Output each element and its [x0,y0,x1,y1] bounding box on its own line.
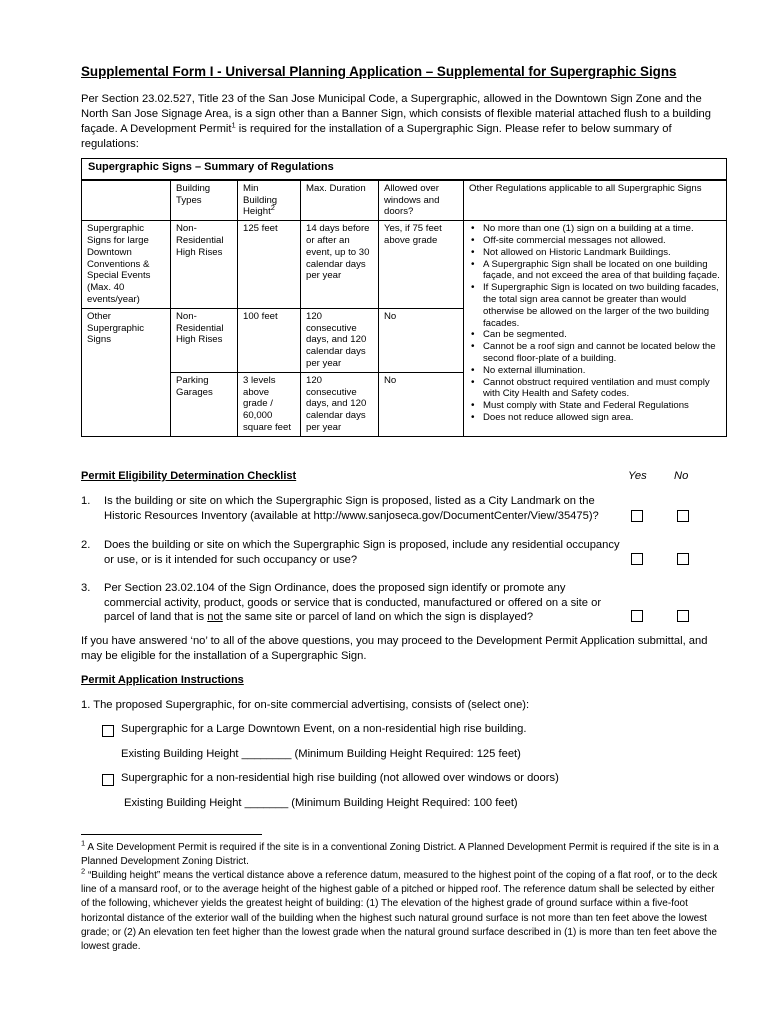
footnote-2-text: “Building height” means the vertical distance above a reference datum, measured to the highest point of the coping of a flat roof, or to the deck line of a mansard roof, or to the average height of the highest gable of a pitched or hipped roof. The reference datum shall be selected by either of the following, whichever yields the greatest height of building: (1) The elevation of the highest grade of ground surface within a five-foot horizontal distance of the exterior wall of the building when the highest such natural ground surface is not more than ten feet above the lowest grade; or (2) An elevation ten feet higher than the lowest grade when the natural ground surface described in (1) is more than ten feet above the lowest grade. [81,870,718,953]
checklist-question-2 [81,538,621,567]
footnote-divider [81,834,262,835]
header-max-duration: Max. Duration [301,180,379,221]
no-column-label: No [674,470,689,482]
row-allowed: No [379,372,464,436]
footnote-ref-1: 1 [231,120,236,130]
option-high-rise-label: Supergraphic for a non-residential high rise building (not allowed over windows or doors) [121,772,559,784]
intro-paragraph [81,92,721,152]
row-building-type: Non-Residential High Rises [171,308,238,372]
question-text: Per Section 23.02.104 of the Sign Ordinance, does the proposed sign identify or promote any commercial activity, product, goods or service that is conducted, manufactured or offered on a site or parcel of land that is not the same site or parcel of land on which the sign is displayed? [104,582,602,623]
other-regulations-list [469,223,721,424]
row-min-height: 3 levels above grade / 60,000 square feet [238,372,301,436]
footnote-1-text: A Site Development Permit is required if the site is in a conventional Zoning District. A Planned Development Permit is required if the site is in a Planned Development Zoning District. [81,842,719,868]
row-min-height: 100 feet [238,308,301,372]
row-category: Supergraphic Signs for large Downtown Conventions & Special Events (Max. 40 events/year) [82,221,171,309]
regulation-item: • A Supergraphic Sign shall be located on one building façade, and not exceed the area of that building façade. [483,259,721,283]
header-min-height: Min Building Height$^2$ [238,180,301,221]
q1-yes-checkbox[interactable] [631,510,643,522]
row-duration: 14 days before or after an event, up to 30 calendar days per year [301,221,379,309]
regulation-item: • No external illumination. [483,365,721,377]
row-duration: 120 consecutive days, and 120 calendar days per year [301,308,379,372]
question-number: 1. [81,495,91,507]
regulation-item: • If Supergraphic Sign is located on two building facades, the total sign area cannot be greater than would otherwise be allowed on the larger of the two building facades. [483,282,721,329]
header-allowed-over: Allowed over windows and doors? [379,180,464,221]
q1-no-checkbox[interactable] [677,510,689,522]
option-high-rise-checkbox[interactable] [102,774,114,786]
instructions-heading: Permit Application Instructions [81,674,244,686]
emphasis-not: not [207,611,223,623]
row-category: Other Supergraphic Signs [82,308,171,436]
footnote-2-number: 2 [81,866,86,876]
regulation-item: • Can be segmented. [483,329,721,341]
regulation-item: • No more than one (1) sign on a building at a time. [483,223,721,235]
checklist-heading: Permit Eligibility Determination Checklist [81,470,297,482]
table-header-row [82,180,727,221]
option-large-event-label: Supergraphic for a Large Downtown Event, on a non-residential high rise building. [121,723,527,735]
regulation-item: • Must comply with State and Federal Regulations [483,400,721,412]
page-title: Supplemental Form I - Universal Planning Application – Supplemental for Supergraphic Signs [81,64,677,79]
checklist-question-1 [81,494,621,523]
regulation-item: • Does not reduce allowed sign area. [483,412,721,424]
regulation-item: • Off-site commercial messages not allowed. [483,235,721,247]
regulations-table-title: Supergraphic Signs – Summary of Regulations [82,159,727,180]
intro-text-2: is required for the installation of a Supergraphic Sign. Please refer to below summary of regulations: [81,123,672,150]
large-event-height-field[interactable]: Existing Building Height ________ (Minimum Building Height Required: 125 feet) [121,748,521,760]
regulation-item: • Cannot be a roof sign and cannot be located below the second floor-plate of a building. [483,341,721,365]
row-allowed: No [379,308,464,372]
header-other-regulations: Other Regulations applicable to all Supergraphic Signs [464,180,727,221]
footnote-ref-2: 2 [270,203,275,213]
q3-no-checkbox[interactable] [677,610,689,622]
question-number: 3. [81,582,91,594]
high-rise-height-field[interactable]: Existing Building Height _______ (Minimum Building Height Required: 100 feet) [124,797,518,809]
other-regulations-cell [464,221,727,437]
footnote-2 [81,866,721,954]
intro-text-1: Per Section 23.02.527, Title 23 of the San Jose Municipal Code, a Supergraphic, allowed in the Downtown Sign Zone and the North San Jose Signage Area, is a sign other than a Banner Sign, which consists of flexible material attached flush to a building façade. A Development Permit [81,93,711,135]
header-blank [82,180,171,221]
instructions-item-1: 1. The proposed Supergraphic, for on-site commercial advertising, consists of (select one): [81,699,530,711]
question-number: 2. [81,539,91,551]
option-large-event-checkbox[interactable] [102,725,114,737]
checklist-question-3 [81,581,621,625]
regulations-table [81,158,727,437]
yes-column-label: Yes [628,470,647,482]
row-duration: 120 consecutive days, and 120 calendar days per year [301,372,379,436]
table-row [82,221,727,309]
row-building-type: Non-Residential High Rises [171,221,238,309]
regulation-item: • Cannot obstruct required ventilation and must comply with City Health and Safety codes. [483,377,721,401]
row-allowed: Yes, if 75 feet above grade [379,221,464,309]
footnote-1-number: 1 [81,838,86,848]
header-building-types: Building Types [171,180,238,221]
row-building-type: Parking Garages [171,372,238,436]
footnote-1 [81,838,721,869]
checklist-conclusion: If you have answered ‘no’ to all of the above questions, you may proceed to the Development Permit Application submittal, and may be eligible for the installation of a Supergraphic Sign. [81,635,708,662]
question-text: Is the building or site on which the Supergraphic Sign is proposed, listed as a City Landmark on the Historic Resources Inventory (available at http://www.sanjoseca.gov/DocumentCenter/View/35475)? [104,495,599,522]
row-min-height: 125 feet [238,221,301,309]
regulation-item: • Not allowed on Historic Landmark Buildings. [483,247,721,259]
q3-yes-checkbox[interactable] [631,610,643,622]
question-text: Does the building or site on which the Supergraphic Sign is proposed, include any residential occupancy or use, or is it intended for such occupancy or use? [104,539,620,566]
q2-no-checkbox[interactable] [677,553,689,565]
q2-yes-checkbox[interactable] [631,553,643,565]
